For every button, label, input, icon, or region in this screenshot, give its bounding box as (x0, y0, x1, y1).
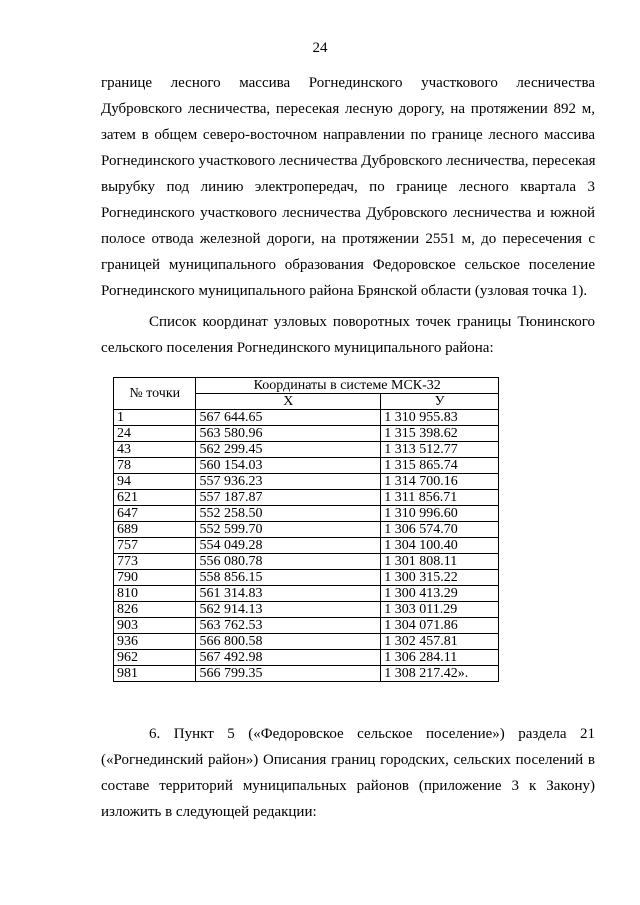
y-cell: 1 300 315.22 (381, 570, 499, 586)
paragraph-line: затем в общем северо-восточном направлении по границе лесного массива (101, 127, 595, 143)
table-row (114, 650, 499, 666)
paragraph-amendment (101, 721, 595, 825)
y-cell: 1 300 413.29 (381, 586, 499, 602)
paragraph-line: вырубку под линию электропередач, по границе лесного квартала 3 (101, 179, 595, 195)
x-cell: 567 644.65 (196, 410, 381, 426)
y-cell: 1 306 574.70 (381, 522, 499, 538)
y-cell: 1 314 700.16 (381, 474, 499, 490)
y-cell: 1 302 457.81 (381, 634, 499, 650)
x-cell: 562 299.45 (196, 442, 381, 458)
point-cell: 78 (114, 458, 196, 474)
header-x: X (196, 394, 381, 410)
table-row (114, 490, 499, 506)
x-cell: 552 258.50 (196, 506, 381, 522)
header-coordinate-system: Координаты в системе МСК-32 (196, 378, 499, 394)
table-row (114, 506, 499, 522)
y-cell: 1 304 100.40 (381, 538, 499, 554)
table-row (114, 474, 499, 490)
paragraph-line: 6. Пункт 5 («Федоровское сельское поселение») раздела 21 (149, 726, 595, 742)
point-cell: 981 (114, 666, 196, 682)
y-cell: 1 308 217.42». (381, 666, 499, 682)
paragraph-line: границе лесного массива Рогнединского участкового лесничества (101, 75, 595, 91)
table-row (114, 586, 499, 602)
x-cell: 566 799.35 (196, 666, 381, 682)
x-cell: 556 080.78 (196, 554, 381, 570)
point-cell: 790 (114, 570, 196, 586)
table-row (114, 522, 499, 538)
x-cell: 567 492.98 (196, 650, 381, 666)
x-cell: 552 599.70 (196, 522, 381, 538)
header-point-number: № точки (114, 378, 196, 410)
y-cell: 1 303 011.29 (381, 602, 499, 618)
paragraph-line: («Рогнединский район») Описания границ городских, сельских поселений в (101, 752, 595, 768)
paragraph-line: изложить в следующей редакции: (101, 804, 317, 820)
x-cell: 557 187.87 (196, 490, 381, 506)
y-cell: 1 313 512.77 (381, 442, 499, 458)
point-cell: 936 (114, 634, 196, 650)
table-header-row (114, 378, 499, 394)
x-cell: 560 154.03 (196, 458, 381, 474)
table-row (114, 602, 499, 618)
point-cell: 773 (114, 554, 196, 570)
point-cell: 621 (114, 490, 196, 506)
point-cell: 647 (114, 506, 196, 522)
x-cell: 563 580.96 (196, 426, 381, 442)
point-cell: 1 (114, 410, 196, 426)
table-row (114, 618, 499, 634)
paragraph-line: сельского поселения Рогнединского муниципального района: (101, 340, 494, 356)
y-cell: 1 310 955.83 (381, 410, 499, 426)
paragraph-line: Список координат узловых поворотных точек границы Тюнинского (149, 314, 595, 330)
coordinates-table (113, 377, 499, 682)
paragraph-line: границей муниципального образования Федоровское сельское поселение (101, 257, 595, 273)
page-number: 24 (312, 40, 328, 56)
y-cell: 1 301 808.11 (381, 554, 499, 570)
x-cell: 554 049.28 (196, 538, 381, 554)
y-cell: 1 315 865.74 (381, 458, 499, 474)
table-row (114, 442, 499, 458)
paragraph-line: Рогнединского муниципального района Брянской области (узловая точка 1). (101, 283, 588, 299)
paragraph-line: составе территорий муниципальных районов (приложение 3 к Закону) (101, 778, 595, 794)
table-body (114, 410, 499, 682)
table-row (114, 538, 499, 554)
table-row (114, 554, 499, 570)
point-cell: 962 (114, 650, 196, 666)
table-row (114, 570, 499, 586)
y-cell: 1 310 996.60 (381, 506, 499, 522)
x-cell: 557 936.23 (196, 474, 381, 490)
y-cell: 1 311 856.71 (381, 490, 499, 506)
point-cell: 94 (114, 474, 196, 490)
y-cell: 1 306 284.11 (381, 650, 499, 666)
point-cell: 757 (114, 538, 196, 554)
table-row (114, 426, 499, 442)
point-cell: 43 (114, 442, 196, 458)
y-cell: 1 304 071.86 (381, 618, 499, 634)
point-cell: 826 (114, 602, 196, 618)
header-y: У (381, 394, 499, 410)
x-cell: 558 856.15 (196, 570, 381, 586)
point-cell: 810 (114, 586, 196, 602)
table-row (114, 634, 499, 650)
paragraph-boundary-description (101, 70, 595, 304)
paragraph-line: Рогнединского участкового лесничества Дубровского лесничества и южной (101, 205, 595, 221)
x-cell: 563 762.53 (196, 618, 381, 634)
table-row (114, 410, 499, 426)
x-cell: 561 314.83 (196, 586, 381, 602)
table-row (114, 458, 499, 474)
paragraph-line: Рогнединского участкового лесничества Дубровского лесничества, пересекая (101, 153, 596, 169)
table-row (114, 666, 499, 682)
y-cell: 1 315 398.62 (381, 426, 499, 442)
point-cell: 24 (114, 426, 196, 442)
x-cell: 566 800.58 (196, 634, 381, 650)
paragraph-coordinates-intro (101, 309, 595, 361)
paragraph-line: Дубровского лесничества, пересекая лесную дорогу, на протяжении 892 м, (101, 101, 595, 117)
point-cell: 689 (114, 522, 196, 538)
point-cell: 903 (114, 618, 196, 634)
paragraph-line: полосе отвода железной дороги, на протяжении 2551 м, до пересечения с (101, 231, 595, 247)
x-cell: 562 914.13 (196, 602, 381, 618)
